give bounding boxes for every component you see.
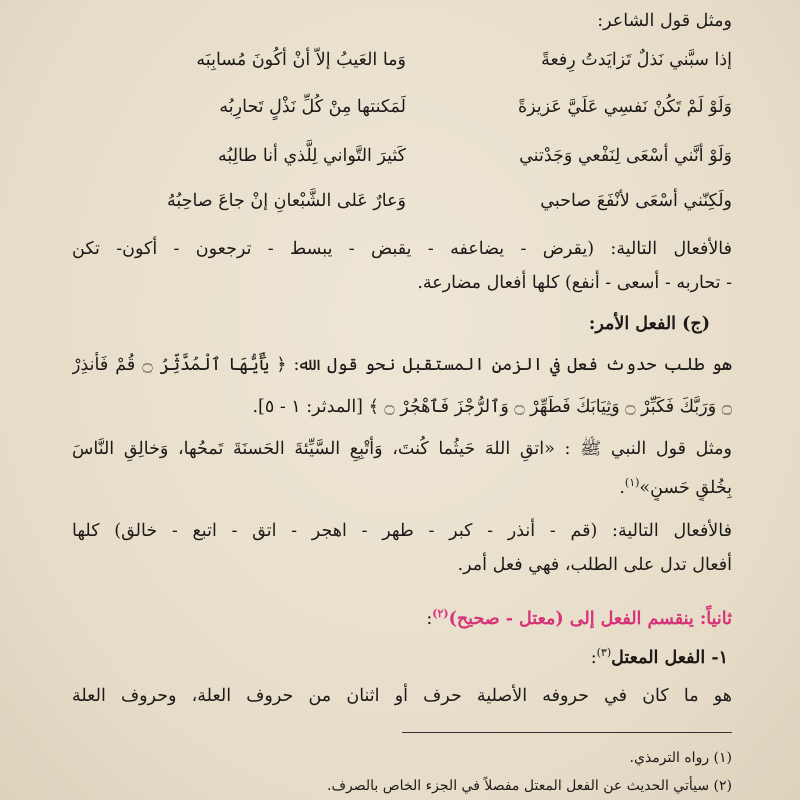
hadith-line-1: ومثل قول النبي ﷺ : «اتقِ اللهَ حَيثُما كُنتَ، وَأتْبِعِ السَّيِّئةَ الحَسنَةَ تَمحُها، وَخالِقِ النَّاسَ [72,439,732,459]
footnote-divider [402,732,732,733]
period: . [619,477,625,498]
verse-2-second: لَمَكنتها مِنْ كُلِّ نَذْلٍ تَحارِبُه [219,97,406,117]
hadith-line-2-text: بِخُلقٍ حَسنٍ» [639,477,732,498]
paragraph-amr-line-2: ۝ وَرَبَّكَ فَكَبِّرْ ۝ وَثِيَابَكَ فَطَهِّرْ ۝ وَٱلرُّجْزَ فَٱهْجُرْ ۝ ﴾ [المدثر: ١ - ٥]. [252,397,732,417]
verse-2-first: وَلَوْ لَمْ تَكُنْ نَفسِي عَلَيَّ عَزيزةً [517,97,732,117]
hadith-line-2 [72,470,732,501]
section-title: ثانياً: ينقسم الفعل إلى (معتل - صحيح) [448,608,732,629]
footnote-ref-3: (٣) [596,646,612,659]
verse-3-first: وَلَوْ أنَّني أسْعَى لِنَفْعي وَجَدْتني [519,146,732,166]
footnote-1: (١) رواه الترمذي. [629,750,732,766]
section-title-line [72,601,732,632]
verse-3-second: كَثيرَ التَّواني لِلَّذي أنا طالِبُه [218,146,406,166]
verse-4-second: وَعارٌ عَلى الشَّبْعانِ إنْ جاعَ صاحِبُهُ [166,191,406,211]
colon: : [590,647,597,668]
paragraph-mudari-line-1: فالأفعال التالية: (يقرض - يضاعفه - يقبض - يبسط - ترجعون - أكون- تكن [72,239,732,259]
footnote-ref-2: (٢) [432,607,449,620]
sub-heading-line [72,640,728,671]
heading-amr: (ج) الفعل الأمر: [588,314,710,334]
verse-1-first: إذا سبَّني نَذلٌ تَزايَدتُ رِفعةً [541,50,732,70]
verse-4-first: ولَكِنّني أسْعَى لأنْفَعَ صاحبي [540,191,732,211]
paragraph-mutal-line-1: هو ما كان في حروفه الأصلية حرف أو اثنان من حروف العلة، وحروف العلة [72,686,732,706]
verse-1-second: وَما العَيبُ إلاّ أنْ أكُونَ مُسابِبَه [196,50,406,70]
paragraph-amr-list-line-1: فالأفعال التالية: (قم - أنذر - كبر - طهر - اهجر - اتق - اتبع - خالق) كلها [72,521,732,541]
colon: : [426,608,433,629]
paragraph-mudari-line-2: - تحاربه - أسعى - أنفع) كلها أفعال مضارعة. [417,273,732,293]
sub-heading: ١- الفعل المعتل [611,647,728,668]
footnote-ref-1: (١) [624,476,640,489]
paragraph-amr-line-1: هو طلب حدوث فعل في الزمن المستقبل نحو قول الله: ﴿ يَٰٓأَيُّهَا ٱلْمُدَّثِّرُ ۝ قُمْ فَأَنذِرْ [72,355,732,375]
footnote-2: (٢) سيأتي الحديث عن الفعل المعتل مفصلاً في الجزء الخاص بالصرف. [327,778,732,794]
paragraph-amr-list-line-2: أفعال تدل على الطلب، فهي فعل أمر. [457,555,732,575]
intro-line: ومثل قول الشاعر: [597,11,732,31]
